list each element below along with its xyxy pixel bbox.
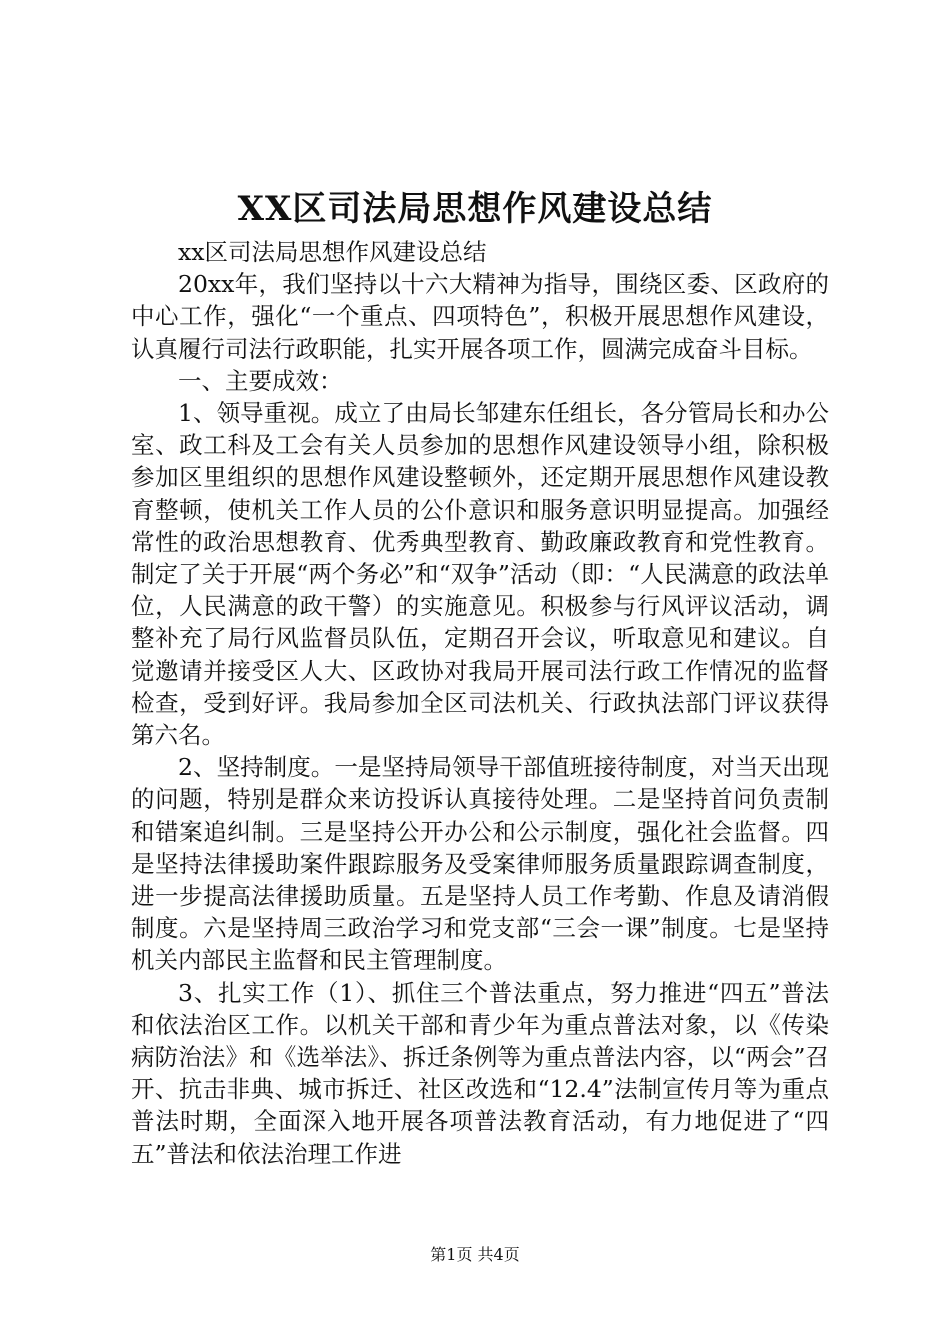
document-title: XX区司法局思想作风建设总结: [237, 189, 713, 229]
document-body: [131, 236, 829, 1170]
paragraph-subtitle: xx区司法局思想作风建设总结: [178, 238, 487, 266]
paragraph-system: 2、坚持制度。一是坚持局领导干部值班接待制度，对当天出现的问题，特别是群众来访投诉认真接待处理。二是坚持首问负责制和错案追纠制。三是坚持公开办公和公示制度，强化社会监督。四是坚持法律援助案件跟踪服务及受案律师服务质量跟踪调查制度，进一步提高法律援助质量。五是坚持人员工作考勤、作息及请消假制度。六是坚持周三政治学习和党支部“三会一课”制度。七是坚持机关内部民主监督和民主管理制度。: [131, 753, 829, 975]
section-heading: 一、主要成效：: [178, 366, 343, 395]
paragraph-work: 3、扎实工作（1）、抓住三个普法重点，努力推进“四五”普法和依法治区工作。以机关干部和青少年为重点普法对象，以《传染病防治法》和《选举法》、拆迁条例等为重点普法内容，以“两会”召开、抗击非典、城市拆迁、社区改选和“12.4”法制宣传月等为重点普法时期，全面深入地开展各项普法教育活动，有力地促进了“四五”普法和依法治理工作进: [131, 978, 829, 1168]
paragraph-leadership: 1、领导重视。成立了由局长邹建东任组长，各分管局长和办公室、政工科及工会有关人员参加的思想作风建设领导小组，除积极参加区里组织的思想作风建设整顿外，还定期开展思想作风建设教育整顿，使机关工作人员的公仆意识和服务意识明显提高。加强经常性的政治思想教育、优秀典型教育、勤政廉政教育和党性教育。制定了关于开展“两个务必”和“双争”活动（即：“人民满意的政法单位，人民满意的政干警）的实施意见。积极参与行风评议活动，调整补充了局行风监督员队伍，定期召开会议，听取意见和建议。自觉邀请并接受区人大、区政协对我局开展司法行政工作情况的监督检查，受到好评。我局参加全区司法机关、行政执法部门评议获得第六名。: [131, 399, 829, 750]
paragraph-intro: 20xx年，我们坚持以十六大精神为指导，围绕区委、区政府的中心工作，强化“一个重点、四项特色”，积极开展思想作风建设，认真履行司法行政职能，扎实开展各项工作，圆满完成奋斗目标。: [131, 270, 829, 363]
page-footer: 第1页 共4页: [430, 1245, 520, 1264]
